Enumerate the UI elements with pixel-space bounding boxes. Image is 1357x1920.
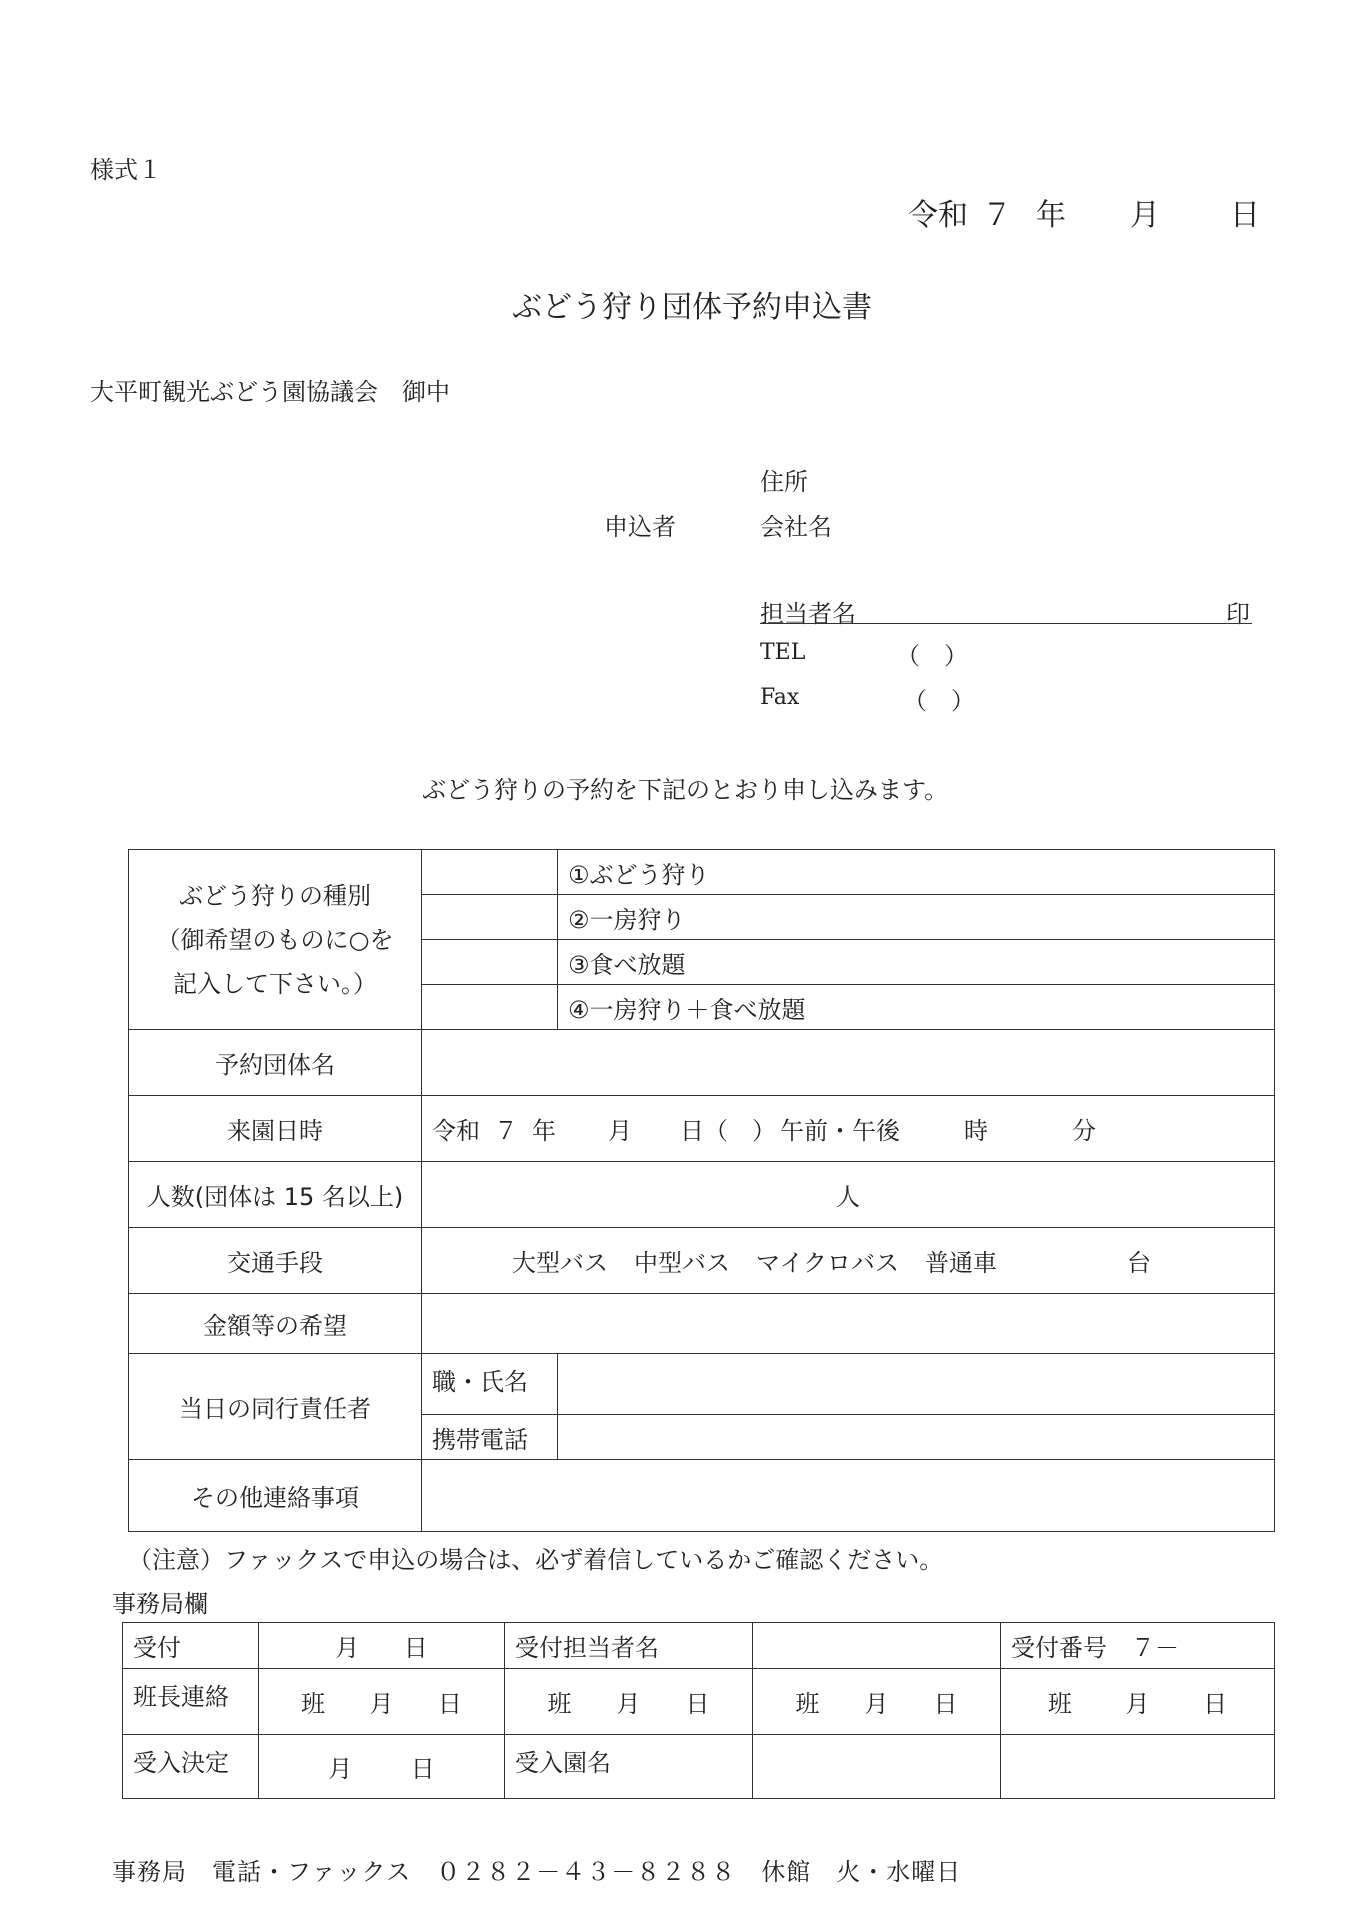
transport-option-large-bus: 大型バス [512, 1249, 608, 1277]
category-label-1: ぶどう狩りの種別 [179, 881, 371, 910]
recipient: 大平町観光ぶどう園協議会 御中 [90, 378, 450, 406]
decision-extra-field[interactable] [1001, 1735, 1275, 1799]
price-field[interactable] [422, 1294, 1275, 1354]
transport-row [129, 1228, 1275, 1294]
person-label: 担当者名 [760, 600, 856, 628]
reservation-table [128, 849, 1275, 1532]
decision-month: 月 [328, 1755, 353, 1783]
visit-nen: 年 [532, 1117, 556, 1145]
option-1-check[interactable] [422, 850, 558, 895]
hancho-cell-3[interactable] [753, 1669, 1001, 1735]
han-3: 班 [795, 1690, 820, 1718]
leader-title-field[interactable] [558, 1354, 1275, 1415]
reception-label: 受付 [123, 1623, 259, 1669]
people-field[interactable] [422, 1162, 1275, 1228]
option-2-label: ②一房狩り [558, 895, 1275, 940]
hancho-cell-2[interactable] [505, 1669, 753, 1735]
han-2: 班 [547, 1690, 572, 1718]
tel-label: TEL [760, 640, 806, 665]
hancho-cell-4[interactable] [1001, 1669, 1275, 1735]
intro-text: ぶどう狩りの予約を下記のとおり申し込みます。 [422, 776, 949, 804]
day-2: 日 [685, 1690, 710, 1718]
group-name-row [129, 1030, 1275, 1096]
reception-date[interactable] [259, 1623, 505, 1669]
visit-tsuki: 月 [608, 1117, 632, 1145]
transport-option-car: 普通車 [925, 1249, 998, 1277]
other-label: その他連絡事項 [129, 1460, 422, 1532]
price-row [129, 1294, 1275, 1354]
address-label: 住所 [760, 468, 808, 496]
leader-row [129, 1354, 1275, 1415]
month-4: 月 [1125, 1690, 1150, 1718]
page-title: ぶどう狩り団体予約申込書 [512, 290, 872, 325]
han-4: 班 [1047, 1690, 1072, 1718]
seal-label: 印 [1226, 600, 1250, 628]
number-label: 受付番号 ７－ [1001, 1623, 1275, 1669]
tel-paren: （ ） [896, 642, 968, 670]
option-4-check[interactable] [422, 985, 558, 1030]
month-2: 月 [616, 1690, 641, 1718]
form-id: 様式１ [90, 156, 162, 184]
date-year: ７ [982, 198, 1012, 233]
option-3-check[interactable] [422, 940, 558, 985]
price-label: 金額等の希望 [129, 1294, 422, 1354]
visit-field[interactable] [422, 1096, 1275, 1162]
decision-date[interactable] [259, 1735, 505, 1799]
people-row [129, 1162, 1275, 1228]
visit-label: 来園日時 [129, 1096, 422, 1162]
leader-title-label: 職・氏名 [422, 1354, 558, 1415]
garden-field[interactable] [753, 1735, 1001, 1799]
date-line [908, 190, 1260, 234]
transport-option-micro-bus: マイクロバス [756, 1249, 900, 1277]
person-underline [760, 623, 1252, 624]
option-4-label: ④一房狩り＋食べ放題 [558, 985, 1275, 1030]
office-row-hancho [123, 1669, 1275, 1735]
other-field[interactable] [422, 1460, 1275, 1532]
visit-ampm: 午前・午後 [780, 1117, 900, 1145]
notice: （注意）ファックスで申込の場合は、必ず着信しているかご確認ください。 [128, 1546, 944, 1574]
reception-day: 日 [403, 1634, 428, 1662]
option-3-label: ③食べ放題 [558, 940, 1275, 985]
month-1: 月 [369, 1690, 394, 1718]
hancho-label: 班長連絡 [123, 1669, 259, 1735]
date-month-unit: 月 [1130, 198, 1160, 233]
office-row-reception [123, 1623, 1275, 1669]
reception-month: 月 [335, 1634, 360, 1662]
month-3: 月 [864, 1690, 889, 1718]
leader-phone-field[interactable] [558, 1415, 1275, 1460]
garden-label: 受入園名 [505, 1735, 753, 1799]
office-table [122, 1622, 1275, 1799]
day-1: 日 [437, 1690, 462, 1718]
visit-row [129, 1096, 1275, 1162]
han-1: 班 [301, 1690, 326, 1718]
applicant-label: 申込者 [604, 513, 676, 541]
footer-contact: 事務局 電話・ファックス ０２８２－４３－８２８８ 休館 火・水曜日 [112, 1858, 962, 1886]
transport-option-medium-bus: 中型バス [634, 1249, 730, 1277]
transport-unit: 台 [1127, 1249, 1152, 1277]
category-row [129, 850, 1275, 895]
category-label-cell [129, 850, 422, 1030]
hancho-cell-1[interactable] [259, 1669, 505, 1735]
category-label-2: （御希望のものに○を [156, 925, 394, 954]
staff-label: 受付担当者名 [505, 1623, 753, 1669]
category-label-3: 記入して下さい。） [173, 969, 377, 998]
group-name-field[interactable] [422, 1030, 1275, 1096]
fax-paren: （ ） [903, 687, 975, 715]
visit-fun: 分 [1072, 1117, 1096, 1145]
group-name-label: 予約団体名 [129, 1030, 422, 1096]
date-day-unit: 日 [1230, 198, 1260, 233]
option-1-label: ①ぶどう狩り [558, 850, 1275, 895]
visit-hi: 日（ ） [680, 1117, 776, 1145]
company-label: 会社名 [760, 513, 832, 541]
decision-label: 受入決定 [123, 1735, 259, 1799]
transport-label: 交通手段 [129, 1228, 422, 1294]
visit-era: 令和 [432, 1117, 480, 1145]
transport-field[interactable] [422, 1228, 1275, 1294]
decision-day: 日 [410, 1755, 435, 1783]
date-year-unit: 年 [1036, 198, 1066, 233]
leader-label: 当日の同行責任者 [129, 1354, 422, 1460]
option-2-check[interactable] [422, 895, 558, 940]
day-4: 日 [1203, 1690, 1228, 1718]
leader-phone-label: 携帯電話 [422, 1415, 558, 1460]
fax-label: Fax [760, 685, 800, 710]
people-unit: 人 [836, 1183, 860, 1211]
people-label: 人数(団体は 15 名以上) [129, 1162, 422, 1228]
staff-field[interactable] [753, 1623, 1001, 1669]
day-3: 日 [933, 1690, 958, 1718]
visit-year: ７ [494, 1117, 518, 1145]
visit-ji: 時 [964, 1117, 988, 1145]
office-heading: 事務局欄 [112, 1590, 208, 1618]
date-era: 令和 [908, 198, 968, 233]
office-row-decision [123, 1735, 1275, 1799]
other-row [129, 1460, 1275, 1532]
